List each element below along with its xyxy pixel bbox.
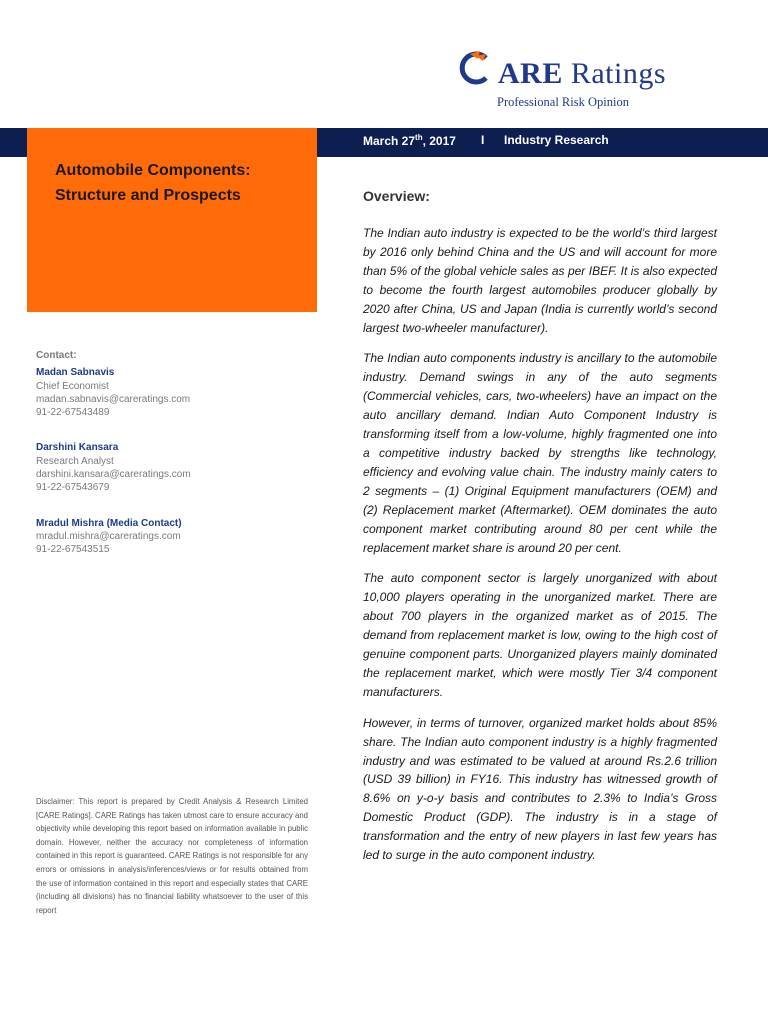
contact-card — [36, 366, 306, 419]
contacts-heading: Contact: — [36, 350, 77, 361]
logo-tagline: Professional Risk Opinion — [497, 95, 629, 109]
contact-role: Research Analyst — [36, 455, 114, 467]
contact-role: Chief Economist — [36, 380, 109, 392]
contact-phone: 91-22-67543679 — [36, 482, 110, 494]
report-title — [55, 158, 305, 208]
contact-email[interactable]: darshini.kansara@careratings.com — [36, 469, 191, 481]
overview-paragraph: The Indian auto components industry is ancillary to the automobile industry. Demand swings in any of the auto segments (Commercial vehicles, cars, two-wheelers) have an impact on the auto ancillary demand. Indian Auto Component Industry is transforming itself from a low-volume, highly fragmented one into a competitive industry backed by strengths like technology, efficiency and evolving value chain. The industry mainly caters to 2 segments – (1) Original Equipment manufacturers (OEM) and (2) Replacement market (Aftermarket). OEM dominates the auto component market contributing around 80 per cent while the replacement market share is around 20 per cent. — [363, 351, 717, 555]
care-c-logo-icon — [456, 50, 492, 86]
logo-ratings: Ratings — [570, 57, 667, 90]
report-category: Industry Research — [504, 133, 609, 147]
overview-body — [363, 224, 717, 877]
contact-name: Mradul Mishra (Media Contact) — [36, 517, 182, 529]
contact-name: Darshini Kansara — [36, 442, 119, 454]
overview-paragraph: The Indian auto industry is expected to be the world’s third largest by 2016 only behind China and the US and will account for more than 5% of the global vehicle sales as per IBEF. It is also expected to become the fourth largest automobiles producer globally by 2020 after China, US and Japan (India is currently world’s second largest two-wheeler manufacturer). — [363, 226, 717, 335]
header-separator: I — [481, 133, 485, 147]
contact-card — [36, 517, 306, 557]
overview-paragraph: The auto component sector is largely unorganized with about 10,000 players operating in the unorganized market. There are about 700 players in the organized market as of 2015. The demand from replacement market is low, owing to the high cost of genuine component parts. Unorganized players mainly dominated the replacement market, which were mostly Tier 3/4 component manufacturers. — [363, 571, 717, 699]
logo-wordmark — [498, 59, 666, 89]
contact-phone: 91-22-67543515 — [36, 544, 110, 556]
contact-name: Madan Sabnavis — [36, 367, 115, 379]
contact-email[interactable]: mradul.mishra@careratings.com — [36, 530, 181, 542]
care-ratings-logo — [456, 50, 686, 115]
logo-brand: ARE — [498, 57, 563, 90]
overview-heading: Overview: — [363, 188, 430, 204]
overview-paragraph: However, in terms of turnover, organized market holds about 85% share. The Indian auto component industry is a highly fragmented industry and was estimated to be valued at around Rs.2.6 trillion (USD 39 billion) in FY16. This industry has witnessed growth of 8.6% on y-o-y basis and contributes to 2.3% to India’s Gross Domestic Product (GDP). The industry is in a stage of transformation and the entry of new players in last few years has led to surge in the auto component industry. — [363, 715, 717, 863]
contact-card — [36, 441, 306, 494]
disclaimer: Disclaimer: This report is prepared by Credit Analysis & Research Limited [CARE Ratings]. CARE Ratings has taken utmost care to ensure accuracy and objectivity while developing this report based on information available in public domain. However, neither the accuracy nor completeness of information contained in this report is guaranteed. CARE Ratings is not responsible for any errors or omissions in analysis/inferences/views or for results obtained from the use of information contained in this report and especially states that CARE (including all divisions) has no financial liability whatsoever to the user of this report — [36, 797, 308, 915]
report-title-line-2: Structure and Prospects — [55, 187, 241, 204]
report-date: March 27th, 2017 — [363, 133, 456, 148]
contacts-section — [36, 349, 306, 579]
title-box — [27, 128, 317, 312]
contact-phone: 91-22-67543489 — [36, 407, 110, 419]
report-title-line-1: Automobile Components: — [55, 162, 251, 179]
contact-email[interactable]: madan.sabnavis@careratings.com — [36, 393, 191, 405]
